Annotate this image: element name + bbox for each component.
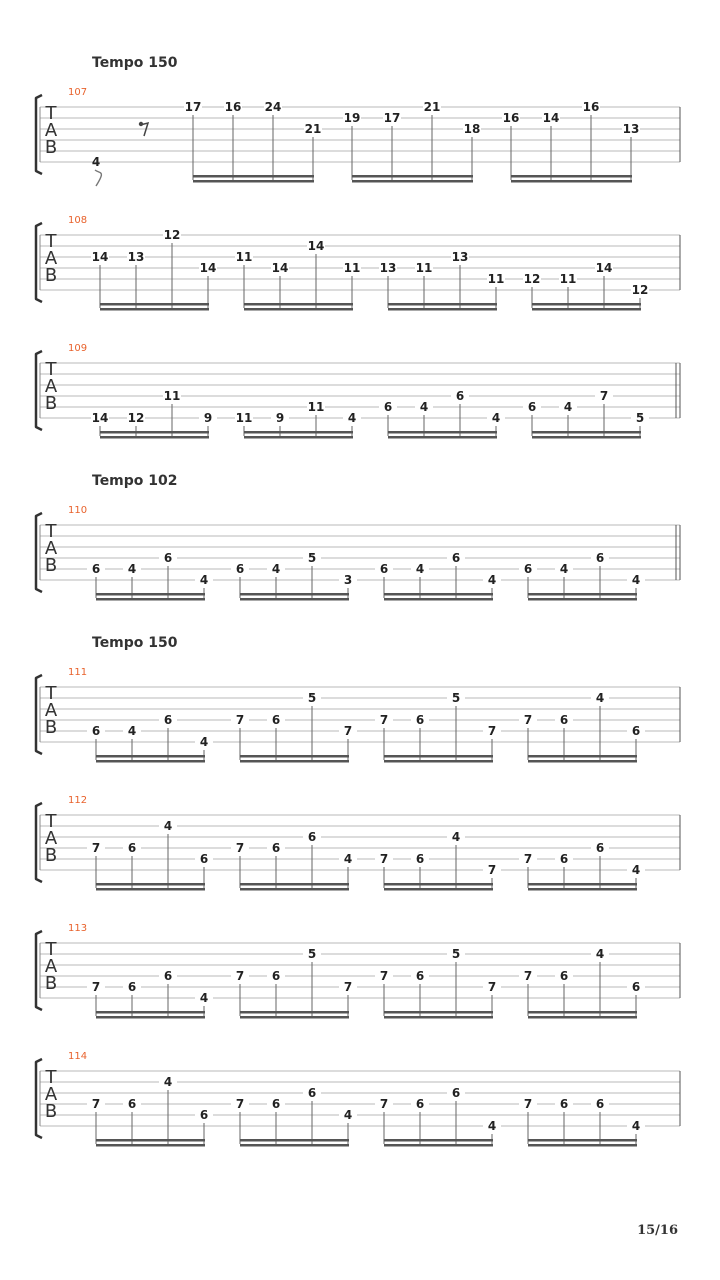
beam [388, 436, 497, 439]
fret-number: 4 [347, 411, 357, 425]
beam [532, 308, 641, 311]
beam [193, 180, 314, 183]
fret-number: 6 [163, 551, 173, 565]
tempo-marking: Tempo 150 [92, 635, 178, 651]
fret-number: 6 [163, 969, 173, 983]
fret-number: 4 [487, 1119, 497, 1133]
fret-number: 4 [343, 852, 353, 866]
fret-number: 4 [631, 1119, 641, 1133]
fret-number: 7 [235, 713, 245, 727]
beam-group [375, 1086, 501, 1147]
measure-number: 107 [68, 87, 88, 98]
fret-number: 6 [451, 1086, 461, 1100]
fret-number: 6 [199, 852, 209, 866]
measure-number: 113 [68, 923, 88, 934]
fret-number: 14 [307, 239, 325, 253]
fret-number: 14 [595, 261, 613, 275]
tab-clef-letter: T [45, 1067, 57, 1088]
tab-system [36, 215, 680, 311]
tab-clef-letter: A [44, 538, 58, 559]
tab-system [36, 55, 680, 186]
fret-number: 5 [307, 691, 317, 705]
tab-system [36, 1051, 680, 1147]
beam-group [375, 830, 501, 891]
fret-number: 6 [631, 724, 641, 738]
fret-number: 13 [127, 250, 145, 264]
beam [96, 598, 205, 601]
fret-number: 5 [451, 947, 461, 961]
beam [384, 883, 493, 886]
fret-number: 13 [622, 122, 640, 136]
beam [244, 308, 353, 311]
beam [384, 1016, 493, 1019]
beam [96, 755, 205, 758]
tab-clef-letter: A [44, 956, 58, 977]
beam [240, 755, 349, 758]
fret-number: 7 [487, 980, 497, 994]
fret-number: 6 [91, 562, 101, 576]
fret-number: 6 [559, 852, 569, 866]
tab-clef-letter: A [44, 248, 58, 269]
fret-number: 4 [491, 411, 501, 425]
beam [240, 1011, 349, 1014]
fret-number: 4 [595, 691, 605, 705]
fret-number: 4 [419, 400, 429, 414]
fret-number: 7 [91, 841, 101, 855]
tab-clef-letter: T [45, 683, 57, 704]
beam [244, 436, 353, 439]
tab-clef-letter: T [45, 231, 57, 252]
fret-number: 7 [523, 852, 533, 866]
measure-number: 111 [68, 667, 88, 678]
fret-number: 14 [91, 250, 109, 264]
tab-system [36, 343, 680, 439]
beam-group [375, 947, 501, 1019]
fret-number: 4 [127, 562, 137, 576]
measure-number: 110 [68, 505, 88, 516]
fret-number: 12 [127, 411, 145, 425]
tab-clef-letter: B [44, 973, 58, 994]
fret-number: 6 [455, 389, 465, 403]
beam [528, 1139, 637, 1142]
tab-clef-letter: B [44, 1101, 58, 1122]
beam-group [519, 691, 645, 763]
fret-number: 6 [595, 841, 605, 855]
fret-number: 7 [523, 713, 533, 727]
fret-number: 14 [271, 261, 289, 275]
fret-number: 4 [343, 1108, 353, 1122]
beam [100, 303, 209, 306]
fret-number: 7 [343, 724, 353, 738]
fret-number: 5 [635, 411, 645, 425]
measure-number: 109 [68, 343, 88, 354]
beam [100, 308, 209, 311]
beam-group [375, 691, 501, 763]
beam-group [91, 228, 217, 311]
fret-number: 11 [343, 261, 361, 275]
beam [240, 888, 349, 891]
fret-number: 6 [595, 1097, 605, 1111]
tab-system [36, 635, 680, 763]
beam [384, 1011, 493, 1014]
fret-number: 4 [415, 562, 425, 576]
beam [240, 1139, 349, 1142]
tab-clef-letter: T [45, 811, 57, 832]
beam [96, 883, 205, 886]
fret-number: 12 [523, 272, 541, 286]
beam-group [231, 691, 357, 763]
fret-number: 7 [91, 980, 101, 994]
measure-number: 114 [68, 1051, 88, 1062]
beam [240, 1144, 349, 1147]
beam-group [231, 1086, 357, 1147]
beam [528, 598, 637, 601]
beam [532, 431, 641, 434]
fret-number: 4 [199, 991, 209, 1005]
fret-number: 7 [523, 969, 533, 983]
fret-number: 6 [559, 713, 569, 727]
beam [96, 1011, 205, 1014]
beam [388, 431, 497, 434]
beam [532, 303, 641, 306]
fret-number: 6 [127, 841, 137, 855]
beam [384, 760, 493, 763]
fret-number: 4 [631, 863, 641, 877]
fret-number: 4 [559, 562, 569, 576]
fret-number: 11 [415, 261, 433, 275]
fret-number: 7 [599, 389, 609, 403]
fret-number: 7 [379, 852, 389, 866]
fret-number: 4 [563, 400, 573, 414]
fret-number: 4 [631, 573, 641, 587]
fret-number: 7 [235, 969, 245, 983]
beam-group [502, 100, 640, 183]
fret-number: 6 [631, 980, 641, 994]
fret-number: 7 [91, 1097, 101, 1111]
tab-clef-letter: A [44, 828, 58, 849]
fret-number: 7 [487, 863, 497, 877]
fret-number: 11 [559, 272, 577, 286]
beam-group [235, 400, 361, 439]
beam [240, 598, 349, 601]
tab-clef-letter: B [44, 845, 58, 866]
beam-group [87, 1075, 213, 1147]
fret-number: 6 [127, 1097, 137, 1111]
tab-clef-letter: B [44, 555, 58, 576]
tab-clef-letter: A [44, 1084, 58, 1105]
beam [384, 598, 493, 601]
beam [240, 593, 349, 596]
beam [100, 436, 209, 439]
fret-number: 12 [631, 283, 649, 297]
fret-number: 6 [271, 969, 281, 983]
tab-clef-letter: A [44, 120, 58, 141]
fret-number: 6 [415, 713, 425, 727]
fret-number: 6 [383, 400, 393, 414]
fret-number: 7 [379, 969, 389, 983]
fret-number: 11 [235, 411, 253, 425]
beam-group [231, 830, 357, 891]
beam [193, 175, 314, 178]
fret-number: 12 [163, 228, 181, 242]
fret-number: 6 [235, 562, 245, 576]
fret-number: 19 [343, 111, 361, 125]
fret-number: 5 [307, 947, 317, 961]
beam-group [235, 239, 361, 311]
fret-number: 11 [487, 272, 505, 286]
tab-clef-letter: B [44, 717, 58, 738]
fret-number: 6 [415, 1097, 425, 1111]
fret-number: 6 [595, 551, 605, 565]
fret-number: 9 [275, 411, 285, 425]
fret-number: 11 [307, 400, 325, 414]
fret-number: 7 [235, 841, 245, 855]
fret-number: 16 [502, 111, 520, 125]
beam [528, 1011, 637, 1014]
beam [384, 888, 493, 891]
beam [388, 308, 497, 311]
fret-number: 4 [91, 155, 101, 169]
beam-group [379, 250, 505, 311]
fret-number: 18 [463, 122, 481, 136]
fret-number: 14 [199, 261, 217, 275]
beam [528, 888, 637, 891]
fret-number: 4 [271, 562, 281, 576]
tab-system [36, 923, 680, 1019]
beam-group [87, 819, 213, 891]
tab-clef-letter: B [44, 393, 58, 414]
fret-number: 4 [163, 1075, 173, 1089]
fret-number: 11 [235, 250, 253, 264]
fret-number: 6 [527, 400, 537, 414]
fret-number: 4 [595, 947, 605, 961]
fret-number: 7 [379, 713, 389, 727]
fret-number: 9 [203, 411, 213, 425]
beam [244, 303, 353, 306]
fret-number: 17 [184, 100, 202, 114]
beam [240, 1016, 349, 1019]
fret-number: 16 [224, 100, 242, 114]
fret-number: 6 [307, 1086, 317, 1100]
beam [96, 1144, 205, 1147]
fret-number: 6 [415, 969, 425, 983]
fret-number: 21 [423, 100, 441, 114]
beam [96, 593, 205, 596]
fret-number: 16 [582, 100, 600, 114]
beam [528, 755, 637, 758]
beam [528, 593, 637, 596]
fret-number: 7 [379, 1097, 389, 1111]
tab-clef-letter: T [45, 103, 57, 124]
fret-number: 11 [163, 389, 181, 403]
tab-clef-letter: T [45, 939, 57, 960]
measure-number: 108 [68, 215, 88, 226]
tab-clef-letter: T [45, 359, 57, 380]
slide-curve-icon [95, 170, 101, 186]
beam [528, 760, 637, 763]
measure-number: 112 [68, 795, 88, 806]
fret-number: 13 [379, 261, 397, 275]
fret-number: 3 [343, 573, 353, 587]
beam-group [343, 100, 481, 183]
beam-group [519, 947, 645, 1019]
beam [528, 1144, 637, 1147]
fret-number: 7 [487, 724, 497, 738]
fret-number: 6 [91, 724, 101, 738]
fret-number: 5 [307, 551, 317, 565]
fret-number: 4 [199, 735, 209, 749]
fret-number: 24 [264, 100, 282, 114]
beam [384, 593, 493, 596]
fret-number: 21 [304, 122, 322, 136]
fret-number: 6 [271, 1097, 281, 1111]
fret-number: 5 [451, 691, 461, 705]
fret-number: 6 [163, 713, 173, 727]
tab-clef-letter: T [45, 521, 57, 542]
beam [384, 755, 493, 758]
beam [388, 303, 497, 306]
beam-group [231, 947, 357, 1019]
tab-system [36, 473, 680, 601]
beam [96, 888, 205, 891]
fret-number: 17 [383, 111, 401, 125]
fret-number: 6 [307, 830, 317, 844]
tab-clef-letter: A [44, 376, 58, 397]
tab-clef-letter: B [44, 137, 58, 158]
fret-number: 4 [487, 573, 497, 587]
beam [240, 883, 349, 886]
beam [100, 431, 209, 434]
beam-group [184, 100, 322, 183]
fret-number: 7 [343, 980, 353, 994]
tempo-marking: Tempo 150 [92, 55, 178, 71]
beam [384, 1144, 493, 1147]
fret-number: 4 [451, 830, 461, 844]
beam [96, 760, 205, 763]
beam [511, 175, 632, 178]
beam [511, 180, 632, 183]
beam [528, 1016, 637, 1019]
fret-number: 6 [451, 551, 461, 565]
fret-number: 6 [523, 562, 533, 576]
beam [532, 436, 641, 439]
fret-number: 6 [271, 713, 281, 727]
fret-number: 14 [542, 111, 560, 125]
tab-system [36, 795, 680, 891]
beam [384, 1139, 493, 1142]
fret-number: 7 [523, 1097, 533, 1111]
fret-number: 6 [415, 852, 425, 866]
beam [352, 175, 473, 178]
beam [352, 180, 473, 183]
fret-number: 4 [199, 573, 209, 587]
fret-number: 7 [235, 1097, 245, 1111]
fret-number: 4 [163, 819, 173, 833]
beam [240, 760, 349, 763]
fret-number: 6 [199, 1108, 209, 1122]
beam [528, 883, 637, 886]
fret-number: 6 [271, 841, 281, 855]
beam [96, 1016, 205, 1019]
fret-number: 6 [127, 980, 137, 994]
tab-clef-letter: B [44, 265, 58, 286]
beam [96, 1139, 205, 1142]
fret-number: 13 [451, 250, 469, 264]
fret-number: 4 [127, 724, 137, 738]
fret-number: 6 [379, 562, 389, 576]
fret-number: 6 [559, 969, 569, 983]
fret-number: 14 [91, 411, 109, 425]
fret-number: 6 [559, 1097, 569, 1111]
page-number: 15/16 [637, 1223, 678, 1238]
beam [244, 431, 353, 434]
tempo-marking: Tempo 102 [92, 473, 178, 489]
tab-clef-letter: A [44, 700, 58, 721]
